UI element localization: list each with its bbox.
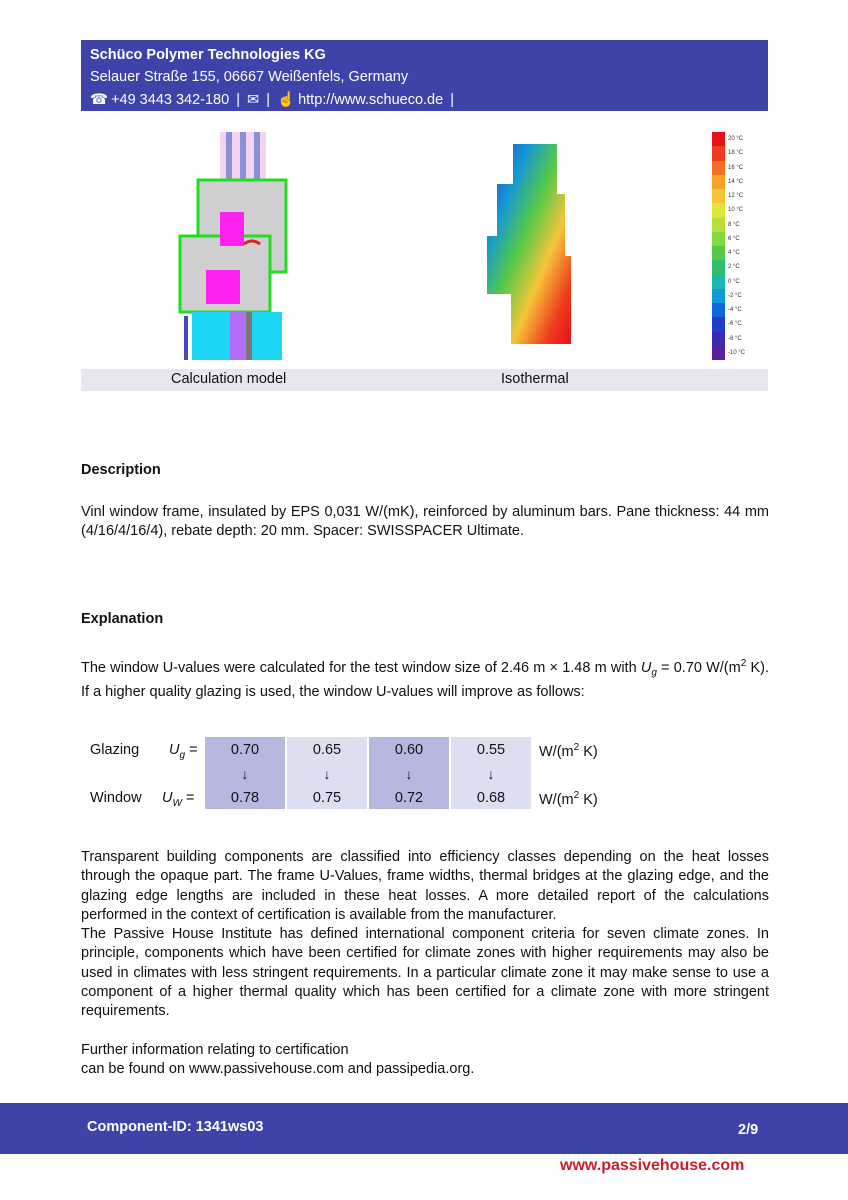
company-address: Selauer Straße 155, 06667 Weißenfels, Germany xyxy=(90,69,409,85)
window-value: 0.75 xyxy=(312,790,342,806)
scale-swatch xyxy=(712,317,725,331)
ug-symbol: $U_g$ = xyxy=(169,742,198,761)
scale-swatch xyxy=(712,218,725,232)
window-value: 0.78 xyxy=(230,790,260,806)
scale-label: 2 °C xyxy=(728,264,740,271)
caption-isothermal: Isothermal xyxy=(501,371,569,387)
glazing-label: Glazing xyxy=(90,742,140,758)
phone-number: +49 3443 342-180 xyxy=(111,92,230,108)
scale-label: 14 °C xyxy=(728,178,744,185)
caption-calculation-model: Calculation model xyxy=(171,371,287,387)
glazing-value: 0.65 xyxy=(312,742,342,758)
figure-area xyxy=(81,130,768,368)
scale-label: 18 °C xyxy=(728,150,744,157)
scale-label: 8 °C xyxy=(728,221,740,228)
down-arrow-icon: ↓ xyxy=(405,766,413,782)
glazing-value: 0.55 xyxy=(476,742,506,758)
description-text: Vinl window frame, insulated by EPS 0,031 W/(mK), reinforced by aluminum bars. Pane thickness: 44 mm (4/16/4/16/4), rebate depth: 20 mm. Spacer: SWISSPACER Ultimate. xyxy=(81,504,769,540)
explanation-intro: The window U-values were calculated for the test window size of 2.46 m × 1.48 m with $U_g = 0.70$ $W/(m^2$ K). If a higher quality glazing is used, the window U-values will improve as follows: xyxy=(81,658,769,701)
u-column xyxy=(205,737,285,809)
scale-label: 0 °C xyxy=(728,278,740,285)
scale-label: -10 °C xyxy=(728,349,746,356)
scale-label: 16 °C xyxy=(728,164,744,171)
further-info-line-1: Further information relating to certification xyxy=(81,1042,349,1058)
down-arrow-icon: ↓ xyxy=(487,766,495,782)
scale-swatch xyxy=(712,303,725,317)
scale-swatch xyxy=(712,260,725,274)
down-arrow-icon: ↓ xyxy=(323,766,331,782)
component-id: Component-ID: 1341ws03 xyxy=(87,1119,264,1135)
contact-line xyxy=(90,89,759,112)
caption-bar xyxy=(81,369,768,391)
window-value: 0.68 xyxy=(476,790,506,806)
down-arrow-icon: ↓ xyxy=(241,766,249,782)
scale-label: -6 °C xyxy=(728,321,742,328)
scale-swatch xyxy=(712,161,725,175)
scale-swatch xyxy=(712,132,725,146)
scale-label: -2 °C xyxy=(728,292,742,299)
separator: | xyxy=(266,92,270,108)
climate-zone-paragraph: The Passive House Institute has defined international component criteria for seven climate zones. In principle, components which have been certified for climate zones with higher requirements may also be used in climates with less stringent requirements. In a particular climate zone it may make sense to use a component of a higher thermal quality which has been certified for a climate zone with more stringent requirements. xyxy=(81,926,769,1020)
glazing-value: 0.60 xyxy=(394,742,424,758)
scale-swatch xyxy=(712,203,725,217)
phone-icon: ☎ xyxy=(90,92,109,108)
further-info-line-2: can be found on www.passivehouse.com and passipedia.org. xyxy=(81,1061,475,1077)
uw-symbol: $U_W$ = xyxy=(162,790,195,809)
scale-swatch xyxy=(712,246,725,260)
window-unit: $W/(m^2$ K) xyxy=(539,790,598,808)
separator: | xyxy=(236,92,240,108)
calculation-model-image xyxy=(174,132,294,360)
separator: | xyxy=(450,92,454,108)
passivehouse-website-link[interactable]: www.passivehouse.com xyxy=(560,1157,745,1174)
manufacturer-header xyxy=(81,40,768,111)
scale-swatch xyxy=(712,289,725,303)
temperature-scale xyxy=(712,132,772,360)
glazing-unit: $W/(m^2$ K) xyxy=(539,742,598,760)
scale-swatch xyxy=(712,275,725,289)
description-title: Description xyxy=(81,462,161,478)
page-number: 2/9 xyxy=(738,1122,759,1138)
u-column xyxy=(287,737,367,809)
glazing-value: 0.70 xyxy=(230,742,260,758)
scale-swatch xyxy=(712,146,725,160)
company-name: Schüco Polymer Technologies KG xyxy=(90,47,326,63)
scale-label: 20 °C xyxy=(728,136,744,142)
u-column xyxy=(369,737,449,809)
scale-swatch xyxy=(712,175,725,189)
explanation-title: Explanation xyxy=(81,611,164,627)
scale-label: -4 °C xyxy=(728,307,742,313)
footer-bar xyxy=(0,1103,848,1154)
mail-icon[interactable]: ✉ xyxy=(247,92,260,108)
scale-label: 12 °C xyxy=(728,193,744,199)
website-link[interactable]: http://www.schueco.de xyxy=(298,92,444,108)
scale-swatch xyxy=(712,189,725,203)
scale-label: 6 °C xyxy=(728,235,740,242)
isothermal-image xyxy=(487,144,571,344)
u-column xyxy=(451,737,531,809)
web-icon: ☝ xyxy=(277,92,296,108)
scale-swatch xyxy=(712,346,725,360)
window-value: 0.72 xyxy=(394,790,424,806)
scale-swatch xyxy=(712,332,725,346)
u-value-table xyxy=(81,737,641,811)
scale-label: 4 °C xyxy=(728,250,740,256)
scale-swatch xyxy=(712,232,725,246)
classification-paragraph: Transparent building components are classified into efficiency classes depending on the heat losses through the opaque part. The frame U-Values, frame widths, thermal bridges at the glazing edge, and the glazing edge lengths are included in these heat losses. A more detailed report of the calculations performed in the context of certification is available from the manufacturer. xyxy=(81,849,769,923)
scale-label: 10 °C xyxy=(728,207,744,214)
scale-label: -8 °C xyxy=(728,335,742,342)
window-label: Window xyxy=(90,790,142,806)
